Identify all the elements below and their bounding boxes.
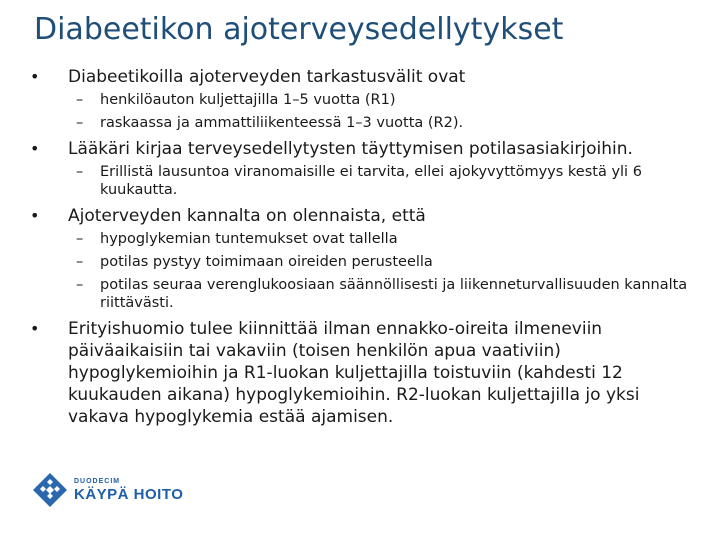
logo-big-text: KÄYPÄ HOITO bbox=[74, 486, 184, 503]
sub-bullet-list bbox=[68, 91, 700, 132]
sub-bullet-list bbox=[68, 163, 700, 199]
bullet-text: Erityishuomio tulee kiinnittää ilman ennakko-oireita ilmeneviin päiväaikaisiin tai vakaviin (toisen henkilön apua vaativiin) hypoglykemioihin ja R1-luokan kuljettajilla toistuviin (kahdesti 12 kuukauden aikana) hypoglykemioihin. R2-luokan kuljettajilla jo yksi vakava hypoglykemia estää ajamisen. bbox=[68, 319, 640, 427]
bullet-item bbox=[30, 138, 700, 199]
sub-bullet-item: – henkilöauton kuljettajilla 1–5 vuotta (R1) bbox=[68, 91, 700, 109]
sub-bullet-item: – hypoglykemian tuntemukset ovat tallella bbox=[68, 230, 700, 248]
slide-title: Diabeetikon ajoterveysedellytykset bbox=[34, 12, 564, 47]
sub-bullet-item: – raskaassa ja ammattiliikenteessä 1–3 vuotta (R2). bbox=[68, 114, 700, 132]
bullet-text: Lääkäri kirjaa terveysedellytysten täyttymisen potilasasiakirjoihin. bbox=[68, 139, 633, 159]
bullet-item bbox=[30, 205, 700, 312]
sub-bullet-item: – Erillistä lausuntoa viranomaisille ei tarvita, ellei ajokyvyttömyys kestä yli 6 kuukautta. bbox=[68, 163, 700, 199]
bullet-item bbox=[30, 318, 700, 428]
sub-bullet-item: – potilas pystyy toimimaan oireiden perusteella bbox=[68, 253, 700, 271]
slide-content bbox=[30, 66, 700, 434]
bullet-text: Diabeetikoilla ajoterveyden tarkastusvälit ovat bbox=[68, 67, 466, 87]
logo-small-text: DUODECIM bbox=[74, 478, 121, 485]
sub-bullet-list bbox=[68, 230, 700, 312]
diamond-logo-icon bbox=[32, 472, 68, 508]
bullet-text: Ajoterveyden kannalta on olennaista, että bbox=[68, 206, 426, 226]
sub-bullet-item: – potilas seuraa verenglukoosiaan säännöllisesti ja liikenneturvallisuuden kannalta riittävästi. bbox=[68, 276, 700, 312]
bullet-item bbox=[30, 66, 700, 132]
kaypa-hoito-logo bbox=[30, 466, 200, 510]
bullet-list bbox=[30, 66, 700, 428]
